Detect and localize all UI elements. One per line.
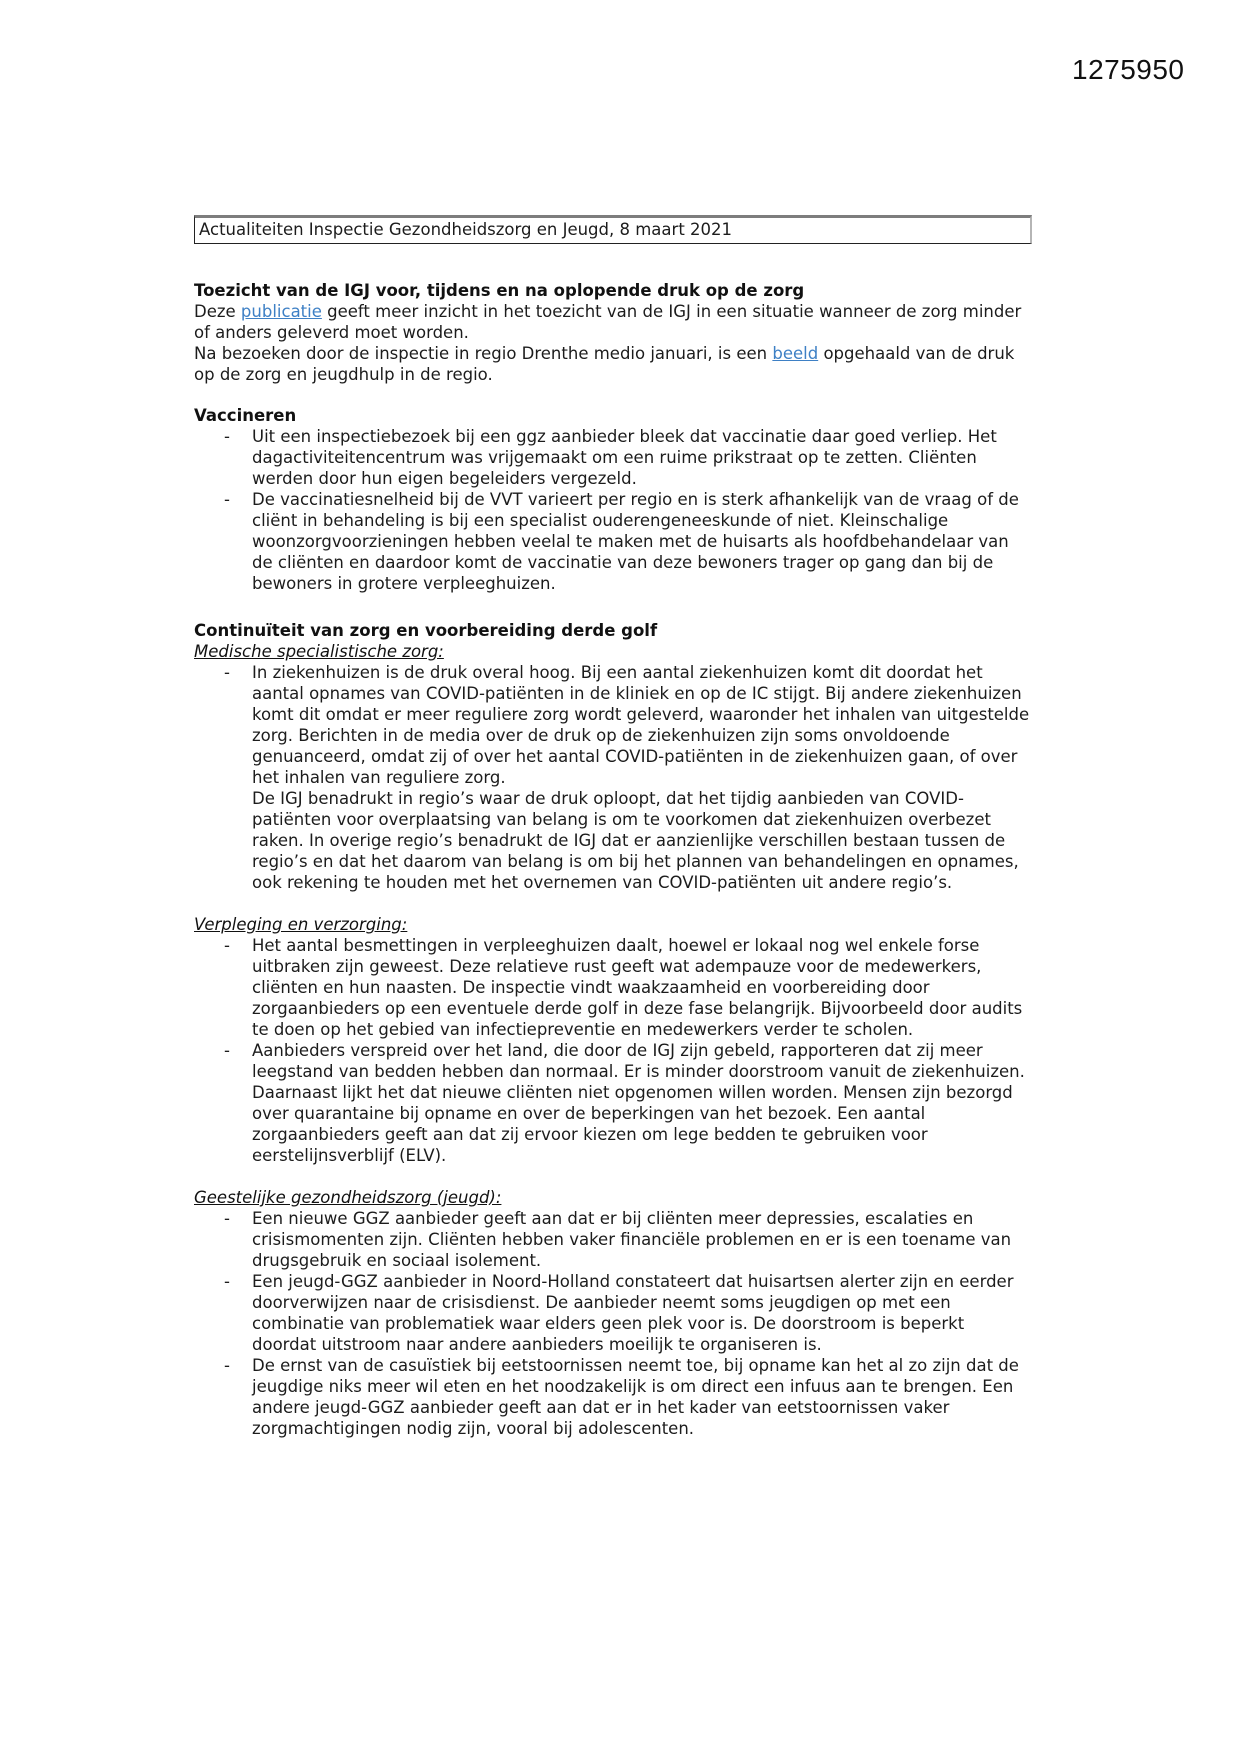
- list-item: [194, 426, 1032, 489]
- document-number: 1275950: [1072, 54, 1185, 85]
- paragraph-toezicht-1: [194, 301, 1032, 343]
- paragraph-toezicht-2: [194, 343, 1032, 385]
- bullet-text: Het aantal besmettingen in verpleeghuizen daalt, hoewel er lokaal nog wel enkele forse uitbraken zijn geweest. Deze relatieve rust geeft wat adempauze voor de medewerkers, cliënten en hun naasten. De inspectie vindt waakzaamheid en voorbereiding door zorgaanbieders op een eventuele derde golf in deze fase belangrijk. Bijvoorbeeld door audits te doen op het gebied van infectiepreventie en medewerkers verder te scholen.: [252, 936, 1023, 1039]
- section-heading-vaccineren: Vaccineren: [194, 406, 297, 425]
- list-item: [194, 489, 1032, 594]
- bullet-text: Aanbieders verspreid over het land, die door de IGJ zijn gebeld, rapporteren dat zij meer leegstand van bedden hebben dan normaal. Er is minder doorstroom vanuit de ziekenhuizen. Daarnaast lijkt het dat nieuwe cliënten niet opgenomen willen worden. Mensen zijn bezorgd over quarantaine bij opname en over de beperkingen van het bezoek. Een aantal zorgaanbieders geeft aan dat zij ervoor kiezen om lege bedden te gebruiken voor eerstelijnsverblijf (ELV).: [252, 1041, 1025, 1165]
- section-toezicht: [194, 280, 1032, 385]
- bullet-list-vaccineren: [194, 426, 1032, 594]
- bullet-paragraph: In ziekenhuizen is de druk overal hoog. Bij een aantal ziekenhuizen komt dit doordat het aantal opnames van COVID-patiënten in de kliniek en op de IC stijgt. Bij andere ziekenhuizen komt dit omdat er meer reguliere zorg wordt geleverd, waaronder het inhalen van uitgestelde zorg. Berichten in de media over de druk op de ziekenhuizen zijn soms onvoldoende genuanceerd, omdat zij of over het aantal COVID-patiënten in de ziekenhuizen gaan, of over het inhalen van reguliere zorg.: [252, 663, 1030, 787]
- bullet-dash: -: [224, 1356, 230, 1375]
- link-beeld[interactable]: beeld: [772, 344, 819, 363]
- bullet-text: Een jeugd-GGZ aanbieder in Noord-Holland constateert dat huisartsen alerter zijn en eerder doorverwijzen naar de crisisdienst. De aanbieder neemt soms jeugdigen op met een combinatie van problematiek waar elders geen plek voor is. De doorstroom is beperkt doordat uitstroom naar andere aanbieders moeilijk te organiseren is.: [252, 1272, 1014, 1354]
- bullet-dash: -: [224, 1272, 230, 1291]
- text-before-publicatie: Deze: [194, 302, 241, 321]
- subsection-heading-verpleging: Verpleging en verzorging:: [194, 915, 408, 934]
- document-title: Actualiteiten Inspectie Gezondheidszorg en Jeugd, 8 maart 2021: [199, 220, 733, 239]
- list-item: [194, 935, 1032, 1040]
- section-heading-toezicht: Toezicht van de IGJ voor, tijdens en na oplopende druk op de zorg: [194, 281, 805, 300]
- list-item: [194, 1271, 1032, 1355]
- bullet-paragraph: De IGJ benadrukt in regio’s waar de druk oploopt, dat het tijdig aanbieden van COVID-patiënten voor overplaatsing van belang is om te voorkomen dat ziekenhuizen overbezet raken. In overige regio’s benadrukt de IGJ dat er aanzienlijke verschillen bestaan tussen de regio’s en dat het daarom van belang is om bij het plannen van behandelingen en opnames, ook rekening te houden met het overnemen van COVID-patiënten uit andere regio’s.: [252, 789, 1019, 892]
- bullet-list-ggz: [194, 1208, 1032, 1439]
- list-item: [194, 662, 1032, 893]
- bullet-list-verpleging: [194, 935, 1032, 1166]
- subsection-heading-ggz: Geestelijke gezondheidszorg (jeugd):: [194, 1188, 502, 1207]
- text-after-publicatie: geeft meer inzicht in het toezicht van de IGJ in een situatie wanneer de zorg minder of anders geleverd moet worden.: [194, 302, 1022, 342]
- bullet-list-medisch: [194, 662, 1032, 893]
- document-body: [194, 215, 1032, 1439]
- section-heading-continuiteit: Continuïteit van zorg en voorbereiding derde golf: [194, 621, 658, 640]
- bullet-dash: -: [224, 1041, 230, 1060]
- text-before-beeld: Na bezoeken door de inspectie in regio Drenthe medio januari, is een: [194, 344, 773, 363]
- bullet-text: Uit een inspectiebezoek bij een ggz aanbieder bleek dat vaccinatie daar goed verliep. Het dagactiviteitencentrum was vrijgemaakt om een ruime prikstraat op te zetten. Cliënten werden door hun eigen begeleiders vergezeld.: [252, 427, 997, 488]
- text-after-beeld: opgehaald van de druk op de zorg en jeugdhulp in de regio.: [194, 344, 1015, 384]
- bullet-text: [252, 662, 1032, 893]
- subsection-heading-medisch: Medische specialistische zorg:: [194, 642, 444, 661]
- list-item: [194, 1208, 1032, 1271]
- bullet-dash: -: [224, 936, 230, 955]
- section-continuiteit: [194, 620, 1032, 1439]
- title-box: [194, 215, 1032, 244]
- bullet-dash: -: [224, 663, 230, 682]
- bullet-text: De ernst van de casuïstiek bij eetstoornissen neemt toe, bij opname kan het al zo zijn dat de jeugdige niks meer wil eten en het noodzakelijk is om direct een infuus aan te brengen. Een andere jeugd-GGZ aanbieder geeft aan dat er in het kader van eetstoornissen vaker zorgmachtigingen nodig zijn, vooral bij adolescenten.: [252, 1356, 1019, 1438]
- bullet-dash: -: [224, 1209, 230, 1228]
- bullet-text: Een nieuwe GGZ aanbieder geeft aan dat er bij cliënten meer depressies, escalaties en crisismomenten zijn. Cliënten hebben vaker financiële problemen en er is een toename van drugsgebruik en sociaal isolement.: [252, 1209, 1012, 1270]
- list-item: [194, 1355, 1032, 1439]
- list-item: [194, 1040, 1032, 1166]
- bullet-dash: -: [224, 490, 230, 509]
- link-publicatie[interactable]: publicatie: [240, 302, 322, 321]
- bullet-dash: -: [224, 427, 230, 446]
- section-vaccineren: [194, 405, 1032, 594]
- bullet-text: De vaccinatiesnelheid bij de VVT varieert per regio en is sterk afhankelijk van de vraag of de cliënt in behandeling is bij een specialist ouderengeneeskunde of niet. Kleinschalige woonzorgvoorzieningen hebben veelal te maken met de huisarts als hoofdbehandelaar van de cliënten en daardoor komt de vaccinatie van deze bewoners trager op gang dan bij de bewoners in grotere verpleeghuizen.: [252, 490, 1019, 593]
